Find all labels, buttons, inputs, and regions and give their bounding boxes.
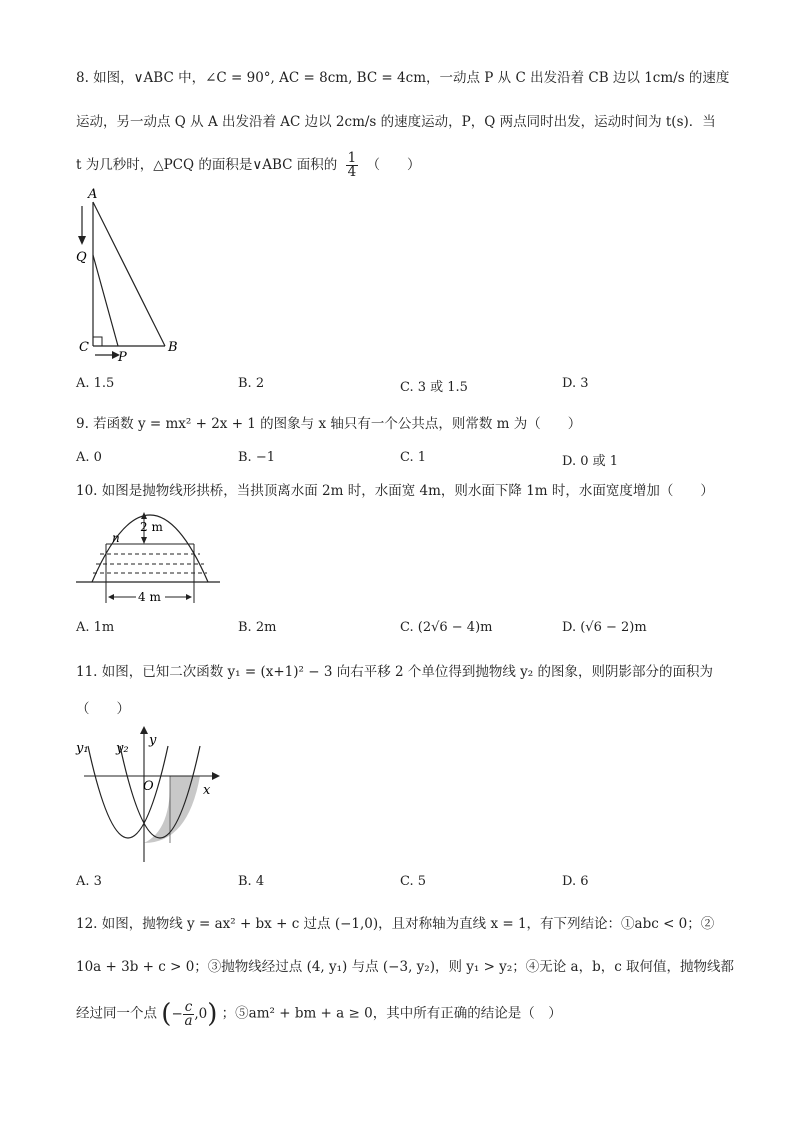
arrow-left-icon [108,594,114,600]
q9-option-d[interactable]: D. 0 或 1 [562,454,619,469]
arrow-down-icon [141,537,147,544]
label-width: 4 m [138,590,161,604]
label-n: n [112,531,120,545]
curve-y1 [88,746,168,838]
q8-fraction [346,152,359,179]
side-ab [93,202,165,346]
q8-option-c[interactable]: C. 3 或 1.5 [400,380,468,395]
q8-line-1: 8. 如图，∨ABC 中，∠C = 90°, AC = 8cm, BC = 4cm，一动点 P 从 C 出发沿着 CB 边以 1cm/s 的速度 [76,70,730,86]
label-y2: y₂ [116,741,129,756]
q9-option-a[interactable]: A. 0 [76,450,102,465]
label-p: P [118,350,127,364]
q11-parabola-figure [74,722,224,867]
q12-line-3-tail: ；⑤am² + bm + a ≥ 0，其中所有正确的结论是（ ） [221,1005,562,1022]
q10-line-1: 10. 如图是抛物线形拱桥，当拱顶离水面 2m 时，水面宽 4m，则水面下降 1m 时，水面宽度增加（ ） [76,483,714,499]
q12-left-paren: ( [161,999,172,1029]
q10-option-c[interactable]: C. (2√6 − 4)m [400,620,493,635]
q12-line-3 [76,999,562,1029]
q12-right-paren: ) [207,999,218,1029]
label-height: 2 m [140,520,163,534]
q12-point: (− $\frac{c}{a}$ ,0) [161,998,218,1029]
q11-option-a[interactable]: A. 3 [76,874,102,889]
segment-qp [93,255,118,346]
q11-option-c[interactable]: C. 5 [400,874,427,889]
q11-option-b[interactable]: B. 4 [238,874,265,889]
label-origin: O [143,779,154,794]
q11-line-1: 11. 如图，已知二次函数 y₁ = (x+1)² − 3 向右平移 2 个单位得到抛物线 y₂ 的图象，则阴影部分的面积为 [76,664,714,680]
q8-option-a[interactable]: A. 1.5 [76,376,115,391]
arrow-down-icon [78,236,86,245]
q10-arch-bridge-figure [74,500,224,610]
q12-line-3-text: 经过同一个点 [76,1005,157,1022]
q10-option-d[interactable]: D. (√6 − 2)m [562,620,647,635]
label-x: x [203,783,211,798]
q11-line-2: （ ） [76,701,130,717]
label-c: C [79,340,89,355]
right-angle-mark [93,337,102,346]
q12-fraction-den: a [184,1012,193,1029]
q10-option-a[interactable]: A. 1m [76,620,115,635]
q9-option-c[interactable]: C. 1 [400,450,427,465]
q12-fraction [183,998,195,1029]
label-a: A [88,187,98,202]
x-axis-arrow-icon [212,772,220,780]
q8-fraction-num: 1 [347,150,357,166]
q12-line-1: 12. 如图，抛物线 y = ax² + bx + c 过点 (−1,0)，且对称轴为直线 x = 1，有下列结论：①abc < 0；② [76,916,715,932]
q9-option-b[interactable]: B. −1 [238,450,275,465]
q8-line-3 [76,152,420,179]
q8-triangle-figure [70,184,190,364]
q12-line-2: 10a + 3b + c > 0；③抛物线经过点 (4, y₁) 与点 (−3, y₂)，则 y₁ > y₂；④无论 a，b，c 取何值，抛物线都 [76,959,735,975]
label-q: Q [76,250,87,265]
label-b: B [168,340,178,355]
label-y1: y₁ [76,741,89,756]
q8-option-d[interactable]: D. 3 [562,376,589,391]
q10-option-b[interactable]: B. 2m [238,620,277,635]
q8-line-2: 运动，另一动点 Q 从 A 出发沿着 AC 边以 2cm/s 的速度运动，P，Q 两点同时出发，运动时间为 t(s)．当 [76,114,716,130]
q11-option-d[interactable]: D. 6 [562,874,589,889]
q12-fraction-num: c [184,998,193,1015]
q9-line-1: 9. 若函数 y = mx² + 2x + 1 的图象与 x 轴只有一个公共点，则常数 m 为（ ） [76,416,582,432]
q8-line-3-text: t 为几秒时，△PCQ 的面积是∨ABC 面积的 [76,157,338,173]
y-axis-arrow-icon [140,726,148,734]
arrow-right-icon [186,594,192,600]
curve-y2 [120,746,200,838]
label-y: y [149,733,157,748]
q8-paren: （ ） [366,157,421,173]
q8-fraction-den: 4 [347,164,357,180]
q8-option-b[interactable]: B. 2 [238,376,265,391]
